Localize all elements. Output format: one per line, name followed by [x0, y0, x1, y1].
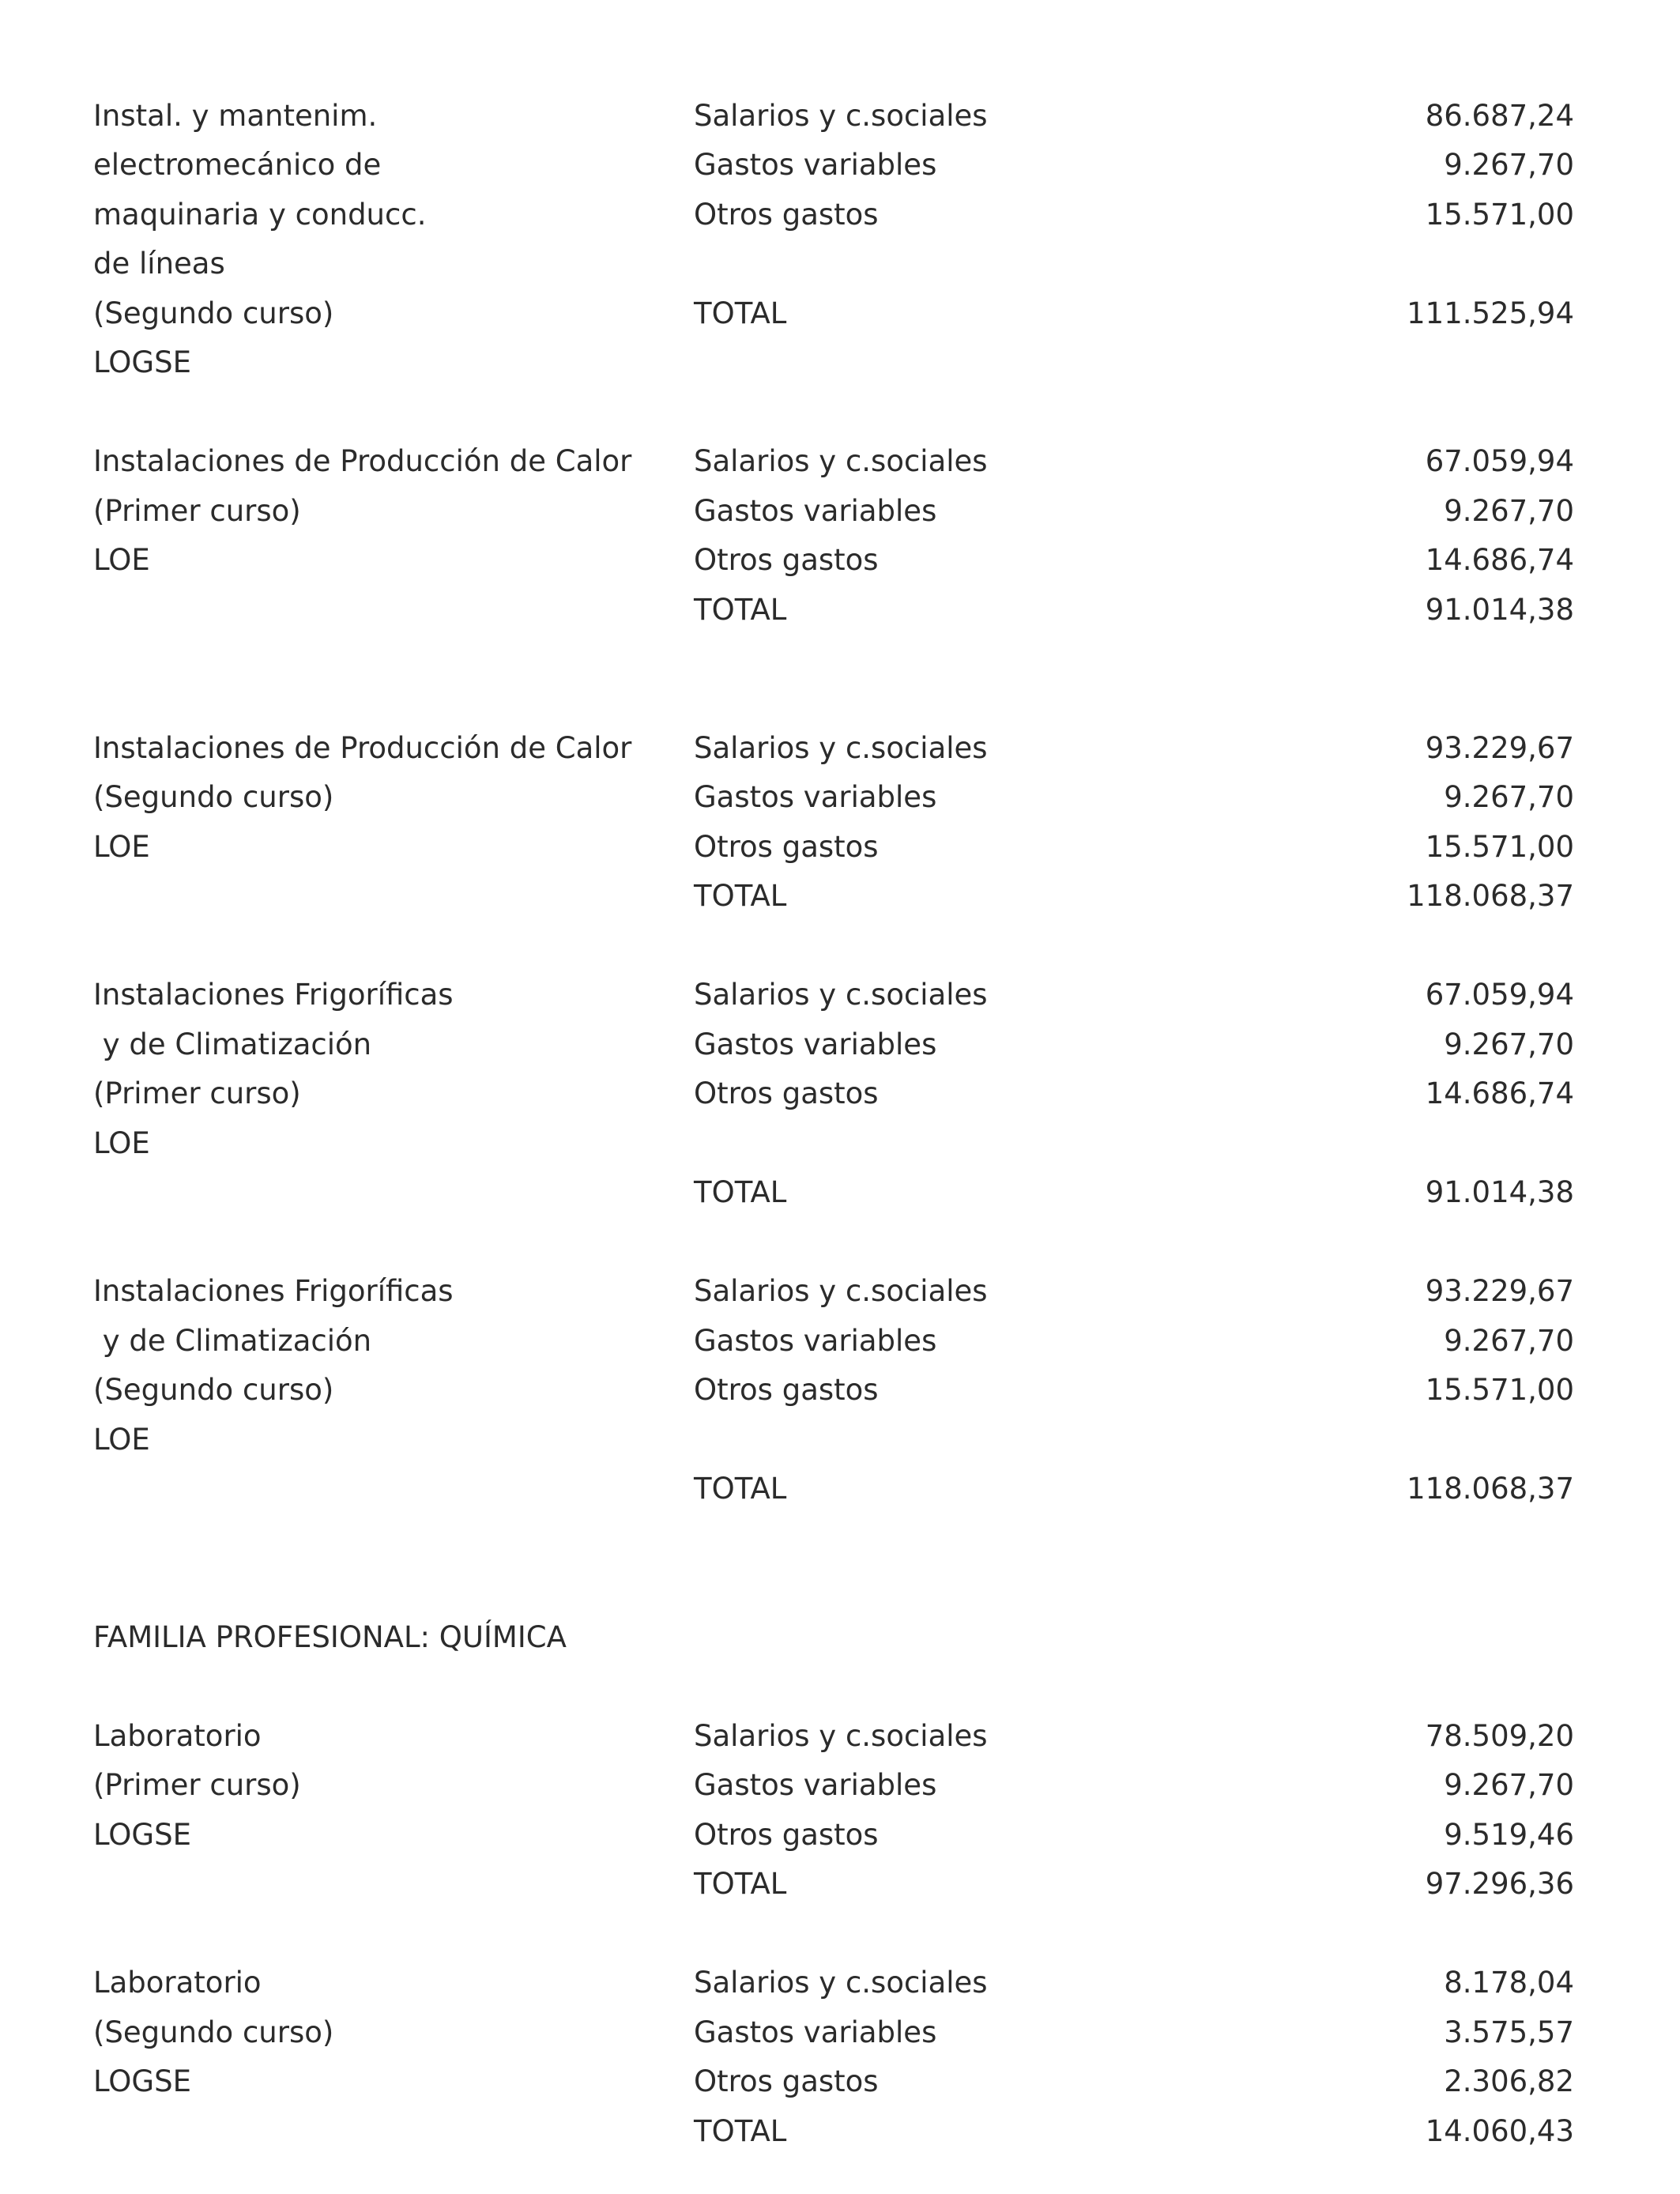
- cost-value: 67.059,94: [1425, 978, 1574, 1012]
- cost-value: 93.229,67: [1425, 731, 1574, 765]
- course-line: (Primer curso): [93, 1768, 301, 1802]
- cost-value: 9.267,70: [1444, 148, 1574, 182]
- course-line: Instalaciones de Producción de Calor: [93, 444, 632, 478]
- table-row: [0, 1712, 1680, 1761]
- total-label: TOTAL: [694, 593, 787, 627]
- cost-value: 9.519,46: [1444, 1818, 1574, 1852]
- table-row: [0, 92, 1680, 141]
- cost-value: 78.509,20: [1425, 1719, 1574, 1753]
- table-row: [0, 823, 1680, 872]
- course-line: LOE: [93, 543, 150, 577]
- table-row: [0, 1860, 1680, 1909]
- cost-label: Otros gastos: [694, 830, 879, 864]
- total-value: 97.296,36: [1425, 1867, 1574, 1901]
- total-value: 91.014,38: [1425, 1175, 1574, 1209]
- cost-label: Gastos variables: [694, 494, 937, 528]
- course-line: LOE: [93, 1423, 150, 1457]
- table-row: [0, 2107, 1680, 2156]
- course-line: Laboratorio: [93, 1966, 262, 2000]
- course-line: y de Climatización: [93, 1324, 372, 1358]
- course-line: de líneas: [93, 247, 225, 281]
- course-line: maquinaria y conducc.: [93, 198, 427, 232]
- cost-value: 2.306,82: [1444, 2064, 1574, 2098]
- table-row: [0, 773, 1680, 822]
- table-row: [0, 1069, 1680, 1118]
- cost-label: Gastos variables: [694, 780, 937, 814]
- table-row: [0, 1465, 1680, 1514]
- table-row: [0, 1317, 1680, 1366]
- course-line: Laboratorio: [93, 1719, 262, 1753]
- table-row: [0, 971, 1680, 1020]
- table-row: [0, 1366, 1680, 1415]
- cost-label: Gastos variables: [694, 148, 937, 182]
- cost-label: Gastos variables: [694, 1324, 937, 1358]
- cost-value: 9.267,70: [1444, 1324, 1574, 1358]
- course-line: LOGSE: [93, 345, 191, 379]
- table-row: [0, 190, 1680, 239]
- table-row: [0, 536, 1680, 585]
- cost-label: Otros gastos: [694, 1076, 879, 1110]
- course-line: Instal. y mantenim.: [93, 99, 378, 133]
- cost-label: Otros gastos: [694, 1818, 879, 1852]
- course-line: electromecánico de: [93, 148, 382, 182]
- course-line: y de Climatización: [93, 1027, 372, 1061]
- table-row: [0, 141, 1680, 190]
- table-row: [0, 1811, 1680, 1860]
- course-line: (Segundo curso): [93, 2015, 334, 2049]
- cost-value: 9.267,70: [1444, 1768, 1574, 1802]
- cost-label: Salarios y c.sociales: [694, 99, 988, 133]
- cost-value: 86.687,24: [1425, 99, 1574, 133]
- cost-label: Salarios y c.sociales: [694, 1274, 988, 1308]
- course-line: LOGSE: [93, 1818, 191, 1852]
- total-value: 14.060,43: [1425, 2114, 1574, 2148]
- cost-label: Salarios y c.sociales: [694, 444, 988, 478]
- table-row: [0, 1958, 1680, 2007]
- table-row: [0, 586, 1680, 635]
- total-value: 118.068,37: [1407, 879, 1574, 913]
- table-row: [0, 1761, 1680, 1810]
- course-line: Instalaciones Frigoríficas: [93, 978, 454, 1012]
- course-line: LOGSE: [93, 2064, 191, 2098]
- cost-value: 93.229,67: [1425, 1274, 1574, 1308]
- total-label: TOTAL: [694, 1867, 787, 1901]
- table-row: [0, 1119, 1680, 1168]
- table-row: [0, 2057, 1680, 2106]
- cost-label: Otros gastos: [694, 2064, 879, 2098]
- course-line: Instalaciones Frigoríficas: [93, 1274, 454, 1308]
- course-line: (Segundo curso): [93, 296, 334, 330]
- cost-value: 15.571,00: [1425, 1373, 1574, 1407]
- cost-label: Otros gastos: [694, 543, 879, 577]
- table-row: [0, 1416, 1680, 1465]
- cost-label: Otros gastos: [694, 1373, 879, 1407]
- cost-label: Salarios y c.sociales: [694, 731, 988, 765]
- table-row: [0, 239, 1680, 288]
- course-line: (Primer curso): [93, 494, 301, 528]
- cost-label: Gastos variables: [694, 1027, 937, 1061]
- cost-label: Salarios y c.sociales: [694, 978, 988, 1012]
- cost-value: 8.178,04: [1444, 1966, 1574, 2000]
- table-row: [0, 1168, 1680, 1217]
- cost-value: 15.571,00: [1425, 198, 1574, 232]
- table-row: [0, 872, 1680, 921]
- course-line: (Primer curso): [93, 1076, 301, 1110]
- cost-value: 9.267,70: [1444, 780, 1574, 814]
- course-line: LOE: [93, 830, 150, 864]
- table-row: [0, 1020, 1680, 1069]
- table-row: [0, 289, 1680, 338]
- course-line: (Segundo curso): [93, 1373, 334, 1407]
- table-row: [0, 2008, 1680, 2057]
- table-row: [0, 338, 1680, 387]
- cost-label: Salarios y c.sociales: [694, 1719, 988, 1753]
- cost-label: Gastos variables: [694, 1768, 937, 1802]
- total-label: TOTAL: [694, 2114, 787, 2148]
- table-row: [0, 487, 1680, 536]
- total-label: TOTAL: [694, 1472, 787, 1506]
- course-line: Instalaciones de Producción de Calor: [93, 731, 632, 765]
- cost-value: 14.686,74: [1425, 543, 1574, 577]
- course-line: (Segundo curso): [93, 780, 334, 814]
- cost-label: Salarios y c.sociales: [694, 1966, 988, 2000]
- cost-value: 3.575,57: [1444, 2015, 1574, 2049]
- course-line: LOE: [93, 1126, 150, 1160]
- total-label: TOTAL: [694, 879, 787, 913]
- cost-label: Gastos variables: [694, 2015, 937, 2049]
- section-heading: FAMILIA PROFESIONAL: QUÍMICA: [93, 1620, 567, 1654]
- table-row: [0, 437, 1680, 486]
- cost-value: 9.267,70: [1444, 494, 1574, 528]
- table-row: [0, 724, 1680, 773]
- total-value: 91.014,38: [1425, 593, 1574, 627]
- total-value: 111.525,94: [1407, 296, 1574, 330]
- cost-label: Otros gastos: [694, 198, 879, 232]
- total-label: TOTAL: [694, 1175, 787, 1209]
- table-row: [0, 1267, 1680, 1316]
- cost-value: 67.059,94: [1425, 444, 1574, 478]
- cost-value: 15.571,00: [1425, 830, 1574, 864]
- total-value: 118.068,37: [1407, 1472, 1574, 1506]
- cost-value: 9.267,70: [1444, 1027, 1574, 1061]
- cost-value: 14.686,74: [1425, 1076, 1574, 1110]
- total-label: TOTAL: [694, 296, 787, 330]
